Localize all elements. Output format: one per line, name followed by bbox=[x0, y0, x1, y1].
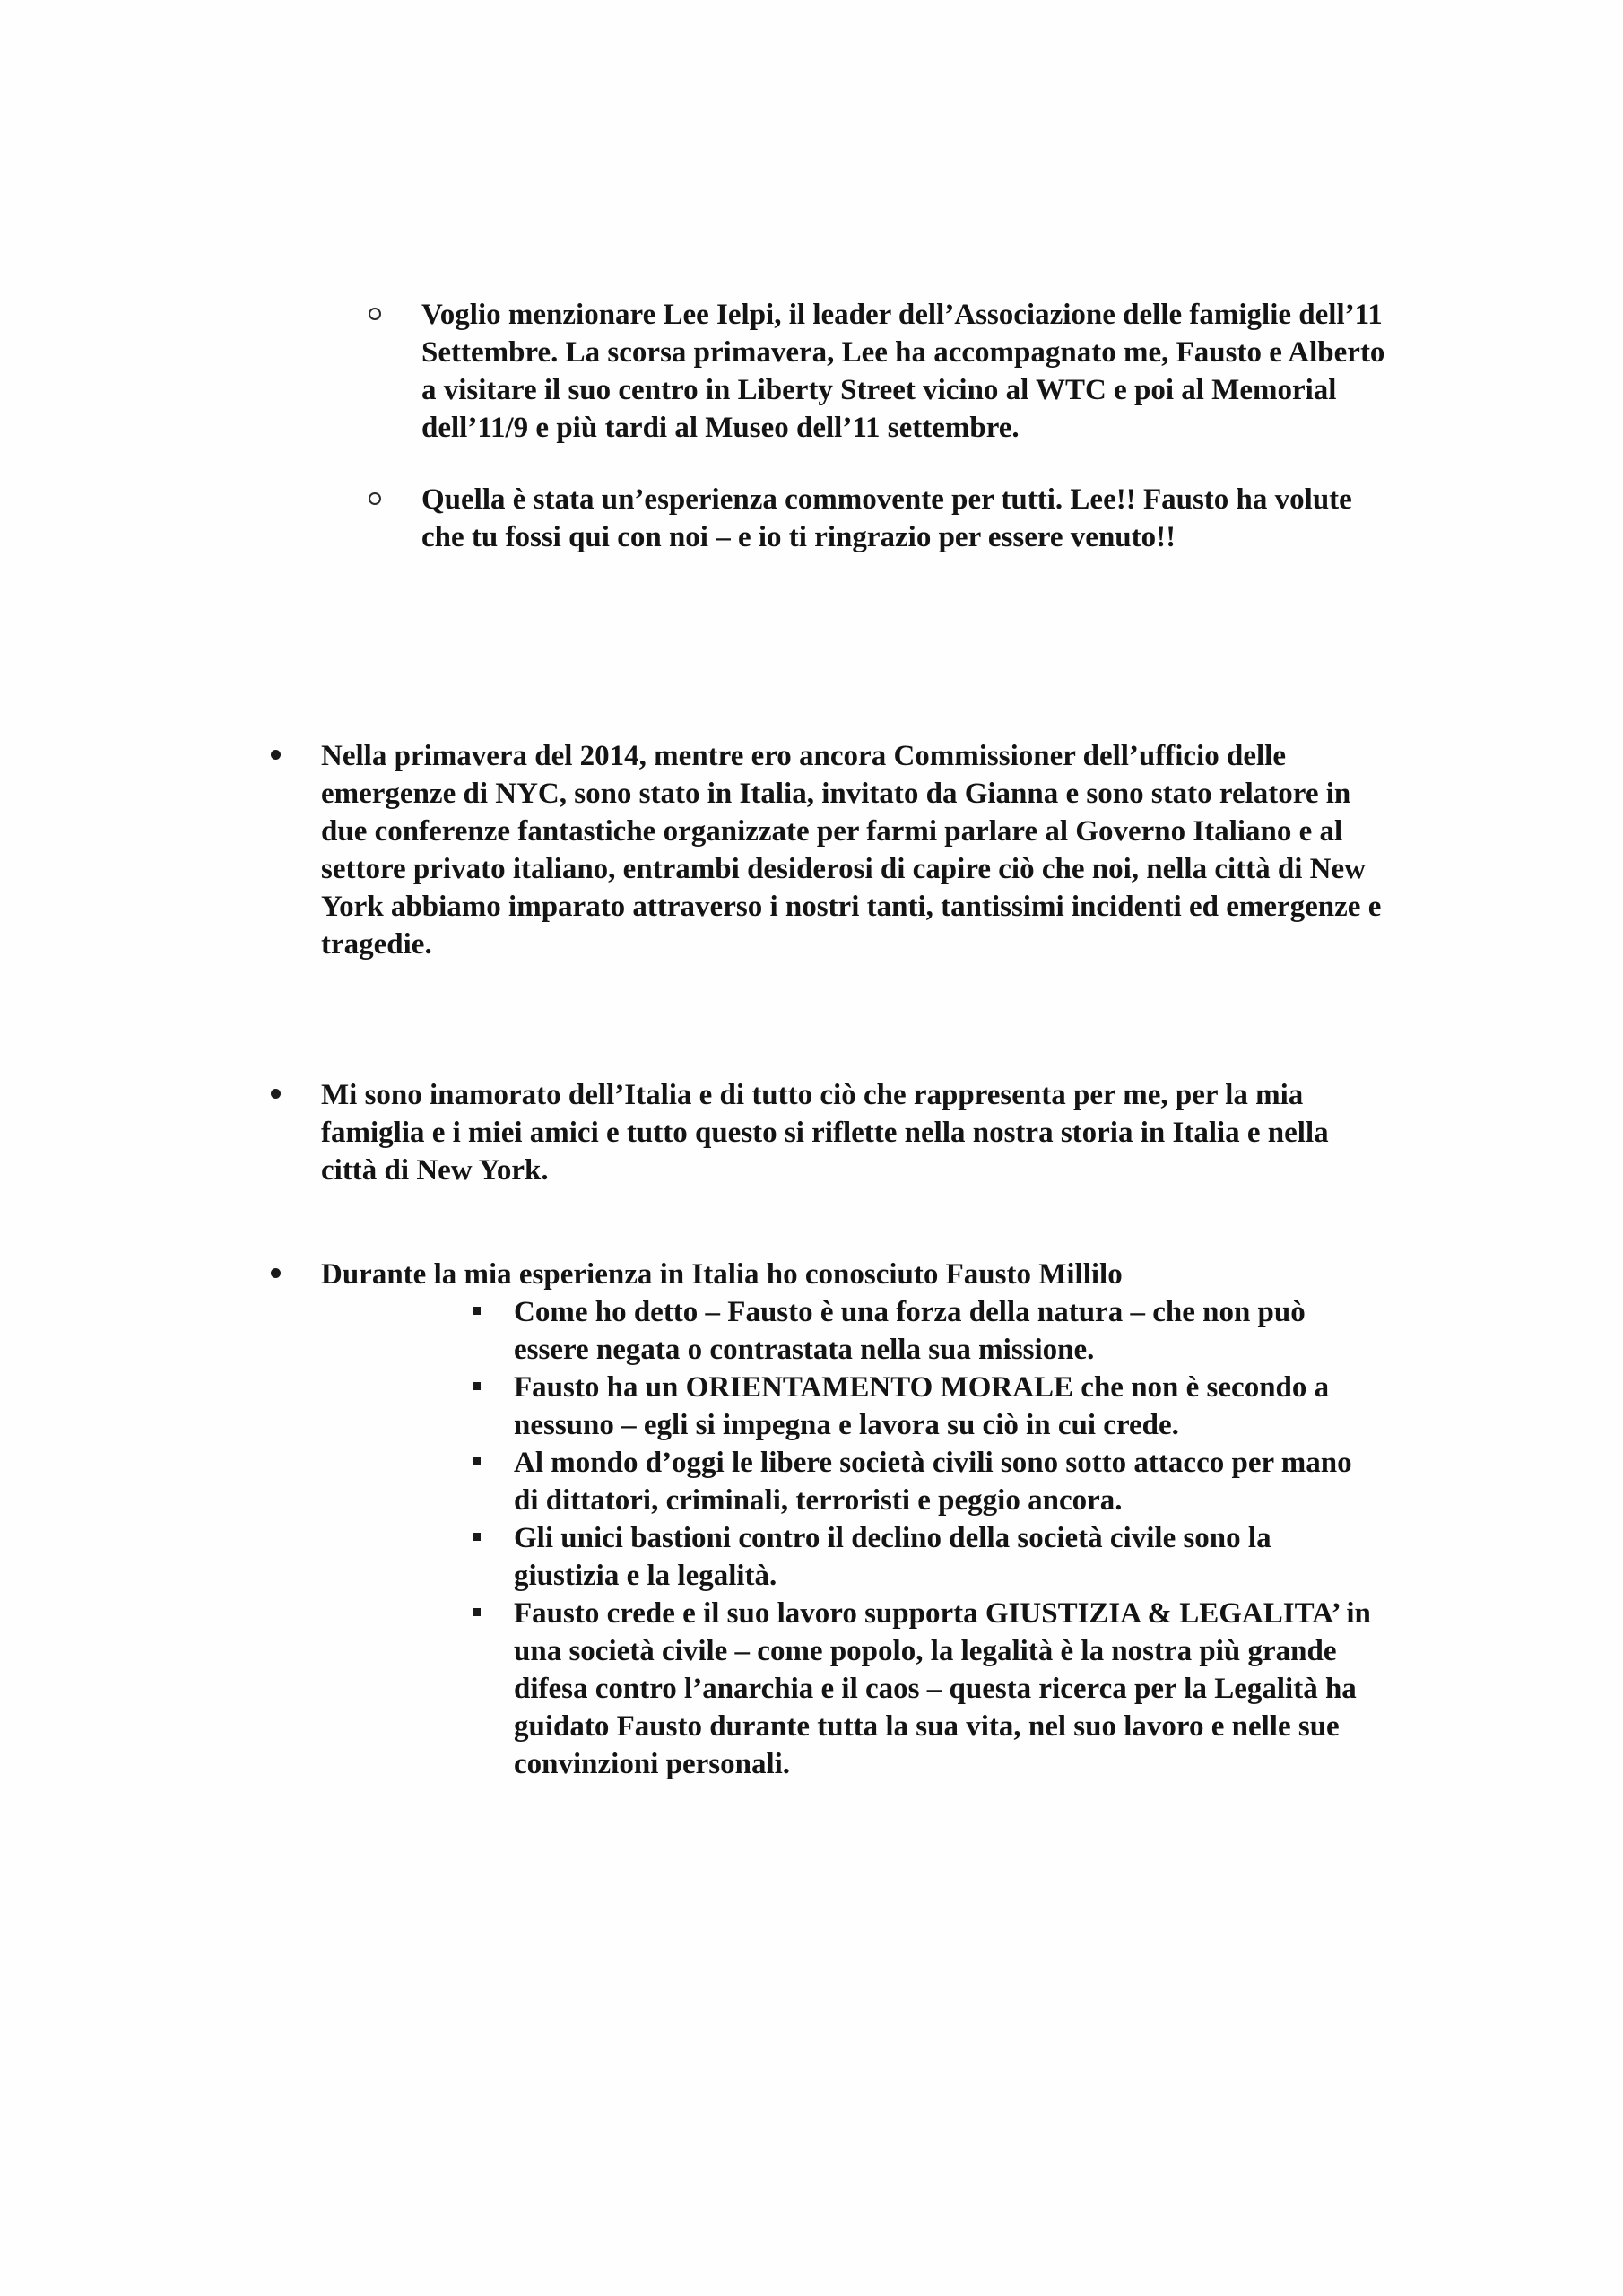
square-bullet-list bbox=[321, 1293, 1623, 1783]
paragraph-text: Al mondo d’oggi le libere società civili sono sotto attacco per mano di dittatori, criminali, terroristi e peggio ancora. bbox=[514, 1447, 1352, 1517]
square-bullet-icon bbox=[473, 1307, 481, 1315]
paragraph-text: Voglio menzionare Lee Ielpi, il leader dell’Associazione delle famiglie dell’11 Settembre. La scorsa primavera, Lee ha accompagnato me, Fausto e Alberto a visitare il suo centro in Liberty Street vicino al WTC e poi al Memorial dell’11/9 e più tardi al Museo dell’11 settembre. bbox=[421, 299, 1385, 444]
square-bullet-icon bbox=[473, 1608, 481, 1616]
paragraph-text: Fausto ha un ORIENTAMENTO MORALE che non è secondo a nessuno – egli si impegna e lavora su ciò in cui crede. bbox=[514, 1371, 1330, 1441]
square-bullet-item bbox=[514, 1444, 1379, 1519]
paragraph-text: Come ho detto – Fausto è una forza della natura – che non può essere negata o contrastata nella sua missione. bbox=[514, 1296, 1306, 1366]
hollow-circle-bullet-icon bbox=[369, 492, 381, 505]
filled-dot-bullet-icon bbox=[271, 1089, 281, 1099]
paragraph-text: Mi sono inamorato dell’Italia e di tutto ciò che rappresenta per me, per la mia famiglia e i miei amici e tutto questo si riflette nella nostra storia in Italia e nella città di New York. bbox=[321, 1079, 1329, 1187]
bullet-item bbox=[0, 1256, 1623, 1783]
square-bullet-item bbox=[514, 1595, 1379, 1783]
square-bullet-icon bbox=[473, 1457, 481, 1465]
bullet-item bbox=[0, 1076, 1623, 1189]
paragraph-text: Gli unici bastioni contro il declino della società civile sono la giustizia e la legalità. bbox=[514, 1522, 1271, 1592]
sub-bullet-list bbox=[0, 296, 1623, 590]
paragraph-text: Quella è stata un’esperienza commovente per tutti. Lee!! Fausto ha volute che tu fossi qui con noi – e io ti ringrazio per essere venuto!! bbox=[421, 483, 1352, 553]
bullet-item bbox=[0, 737, 1623, 963]
sub-bullet-item bbox=[0, 296, 1390, 447]
square-bullet-item bbox=[514, 1293, 1379, 1369]
square-bullet-icon bbox=[473, 1533, 481, 1541]
paragraph-text: Fausto crede e il suo lavoro supporta GIUSTIZIA & LEGALITA’ in una società civile – come popolo, la legalità è la nostra più grande difesa contro l’anarchia e il caos – questa ricerca per la Legalità ha guidato Fausto durante tutta la sua vita, nel suo lavoro e nelle sue convinzioni personali. bbox=[514, 1597, 1371, 1780]
filled-dot-bullet-icon bbox=[271, 1268, 281, 1278]
paragraph-text: Nella primavera del 2014, mentre ero ancora Commissioner dell’ufficio delle emergenze di NYC, sono stato in Italia, invitato da Gianna e sono stato relatore in due conferenze fantastiche organizzate per farmi parlare al Governo Italiano e al settore privato italiano, entrambi desiderosi di capire ciò che noi, nella città di New York abbiamo imparato attraverso i nostri tanti, tantissimi incidenti ed emergenze e tragedie. bbox=[321, 740, 1382, 961]
sub-bullet-item bbox=[0, 481, 1390, 556]
square-bullet-icon bbox=[473, 1382, 481, 1390]
filled-dot-bullet-icon bbox=[271, 750, 281, 760]
square-bullet-item bbox=[514, 1369, 1379, 1444]
hollow-circle-bullet-icon bbox=[369, 308, 381, 320]
square-bullet-item bbox=[514, 1519, 1379, 1595]
paragraph-text: Durante la mia esperienza in Italia ho conosciuto Fausto Millilo bbox=[321, 1258, 1123, 1291]
